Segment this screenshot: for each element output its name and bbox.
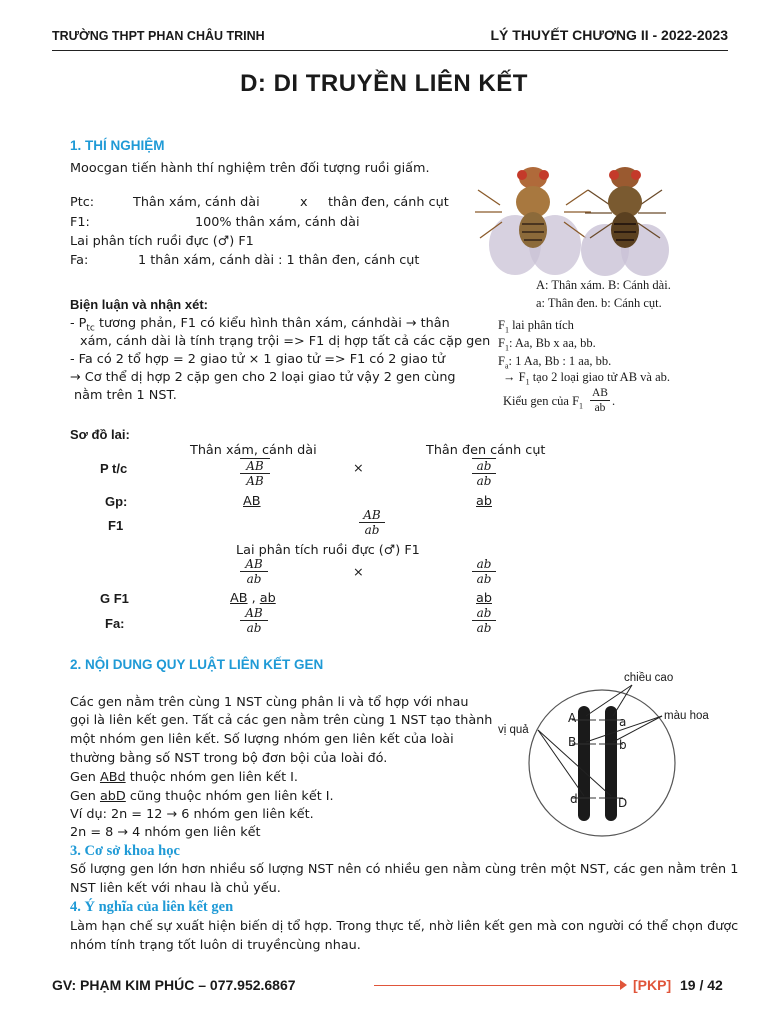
fly-legend-2: a: Thân đen. b: Cánh cụt. [536,296,662,310]
fly-note-5-fraction: $\frac{AB}{ab}$ [592,387,608,414]
cross-fa-label: Fa: [105,616,125,631]
cross-gp-label: Gp: [105,494,128,509]
section2-gene-2: Gen abD cũng thuộc nhóm gen liên kết I. [70,789,334,804]
section4-p2: nhóm tính trạng tốt luôn di truyềncùng nhau. [70,938,361,953]
footer-arrow-icon [620,980,627,990]
fly-note-5-end: . [612,394,616,408]
fly-note-5: Kiểu gen của $F_1$ [503,394,584,411]
allele-right-3: D [618,796,628,810]
allele-left-3: d [570,792,578,806]
cross-f1-label: F1 [108,518,124,533]
allele-left-1: A [568,711,577,725]
label-fruit-taste: vị quả [498,724,529,736]
fly-note-1: $F_1$ lai phân tích [498,318,574,335]
cross-ptc-label: P t/c [100,461,128,476]
section2-p3: một nhóm gen liên kết. Số lượng nhóm gen liên kết của loài [70,732,454,747]
section1-intro: Moocgan tiến hành thí nghiệm trên đối tượng ruồi giấm. [70,161,430,176]
footer-page-number: 19 / 42 [680,977,723,993]
cross-ptc-left-genotype: $\frac{AB}{AB}$ [240,458,270,488]
label-flower-color: màu hoa [664,710,709,722]
cross-testcross-line: Lai phân tích ruồi đực (♂) F1 [236,543,420,558]
cross-gf1-right: ab [476,591,492,606]
header-divider [52,50,728,51]
fly-black-short-wing [581,167,669,276]
page-title: D: DI TRUYỀN LIÊN KẾT [240,70,528,97]
fly-note-3: $F_a$: 1 Aa, Bb : 1 aa, bb. [498,354,612,371]
section2-p1: Các gen nằm trên cùng 1 NST cùng phân li và tổ hợp với nhau [70,695,469,710]
diagram-heading: Sơ đồ lai: [70,427,130,442]
section2-heading: 2. NỘI DUNG QUY LUẬT LIÊN KẾT GEN [70,657,324,672]
section4-p1: Làm hạn chế sự xuất hiện biến dị tổ hợp. Trong thực tế, nhờ liên kết gen mà con người có thể chọn được [70,919,739,934]
allele-right-1: a [619,715,627,729]
reasoning-line-3: - Fa có 2 tổ hợp = 2 giao tử × 1 giao tử => F1 có 2 giao tử [70,352,445,367]
school-name: TRƯỜNG THPT PHAN CHÂU TRINH [52,29,265,43]
ptc-cross: x [300,195,308,210]
section2-p2: gọi là liên kết gen. Tất cả các gen nằm trên cùng 1 NST tạo thành [70,713,493,728]
cross-fa-left-genotype: $\frac{AB}{ab}$ [240,606,268,635]
cross-tc-left-genotype: $\frac{AB}{ab}$ [240,557,268,586]
f1-value: 100% thân xám, cánh dài [195,215,360,230]
section1-heading: 1. THÍ NGHIỆM [70,138,165,153]
cross-gp-right: ab [476,494,492,509]
fruit-fly-illustration [470,150,700,280]
fly-legend-1: A: Thân xám. B: Cánh dài. [536,278,671,292]
section4-heading: 4. Ý nghĩa của liên kết gen [70,899,234,915]
reasoning-line-2: xám, cánh dài là tính trạng trội => F1 dị hợp tất cả các cặp gen [80,334,491,349]
reasoning-line-5: nằm trên 1 NST. [74,388,177,403]
cross-gf1-label: G F1 [100,591,129,606]
section2-example-2: 2n = 8 → 4 nhóm gen liên kết [70,825,261,840]
cross-f1-genotype: $\frac{AB}{ab}$ [359,508,385,537]
cross-tc-times: × [353,565,364,580]
section3-p2: NST liên kết với nhau là chủ yếu. [70,881,281,896]
cross-line: Lai phân tích ruồi đực (♂) F1 [70,234,254,249]
fly-gray-long-wing [475,167,591,275]
chromosome-diagram [492,668,732,843]
cross-gf1-left: AB , ab [230,591,276,606]
reasoning-line-4: → Cơ thể dị hợp 2 cặp gen cho 2 loại giao tử vậy 2 gen cùng [70,370,456,385]
f1-label: F1: [70,215,90,230]
cross-tc-right-genotype: $\frac{ab}{ab}$ [472,557,496,586]
cross-col-left: Thân xám, cánh dài [190,443,317,458]
fa-label: Fa: [70,253,89,268]
reasoning-heading: Biện luận và nhận xét: [70,297,208,312]
fa-value: 1 thân xám, cánh dài : 1 thân đen, cánh cụt [138,253,420,268]
allele-right-2: b [619,738,627,752]
ptc-left: Thân xám, cánh dài [133,195,260,210]
label-height: chiều cao [624,672,674,684]
section2-p4: thường bằng số NST trong bộ đơn bội của loài đó. [70,751,388,766]
cross-fa-right-genotype: $\frac{ab}{ab}$ [472,606,496,635]
section2-gene-1: Gen ABd thuộc nhóm gen liên kết I. [70,770,298,785]
cross-col-right: Thân đen cánh cụt [426,443,546,458]
reasoning-line-1: - $P_{tc}$ tương phản, F1 có kiểu hình thân xám, cánhdài → thân [70,316,450,334]
footer-teacher: GV: PHẠM KIM PHÚC – 077.952.6867 [52,977,296,993]
footer-line [374,985,622,986]
section3-p1: Số lượng gen lớn hơn nhiều số lượng NST nên có nhiều gen nằm cùng trên một NST, các gen nằm trên 1 [70,862,739,877]
cross-ptc-right-genotype: $\frac{ab}{ab}$ [472,458,496,488]
fly-note-4: → $F_1$ tạo 2 loại giao tử AB và ab. [503,370,671,387]
ptc-right: thân đen, cánh cụt [328,195,449,210]
course-title: LÝ THUYẾT CHƯƠNG II - 2022-2023 [490,27,728,43]
cross-gp-left: AB [243,494,261,509]
allele-left-2: B [568,735,577,749]
footer-tag: [PKP] [633,977,672,993]
fly-note-2: $F_1$: Aa, Bb x aa, bb. [498,336,596,353]
ptc-label: Ptc: [70,195,95,210]
section2-example-1: Ví dụ: 2n = 12 → 6 nhóm gen liên kết. [70,807,314,822]
section3-heading: 3. Cơ sở khoa học [70,843,180,859]
cross-ptc-times: × [353,461,364,476]
